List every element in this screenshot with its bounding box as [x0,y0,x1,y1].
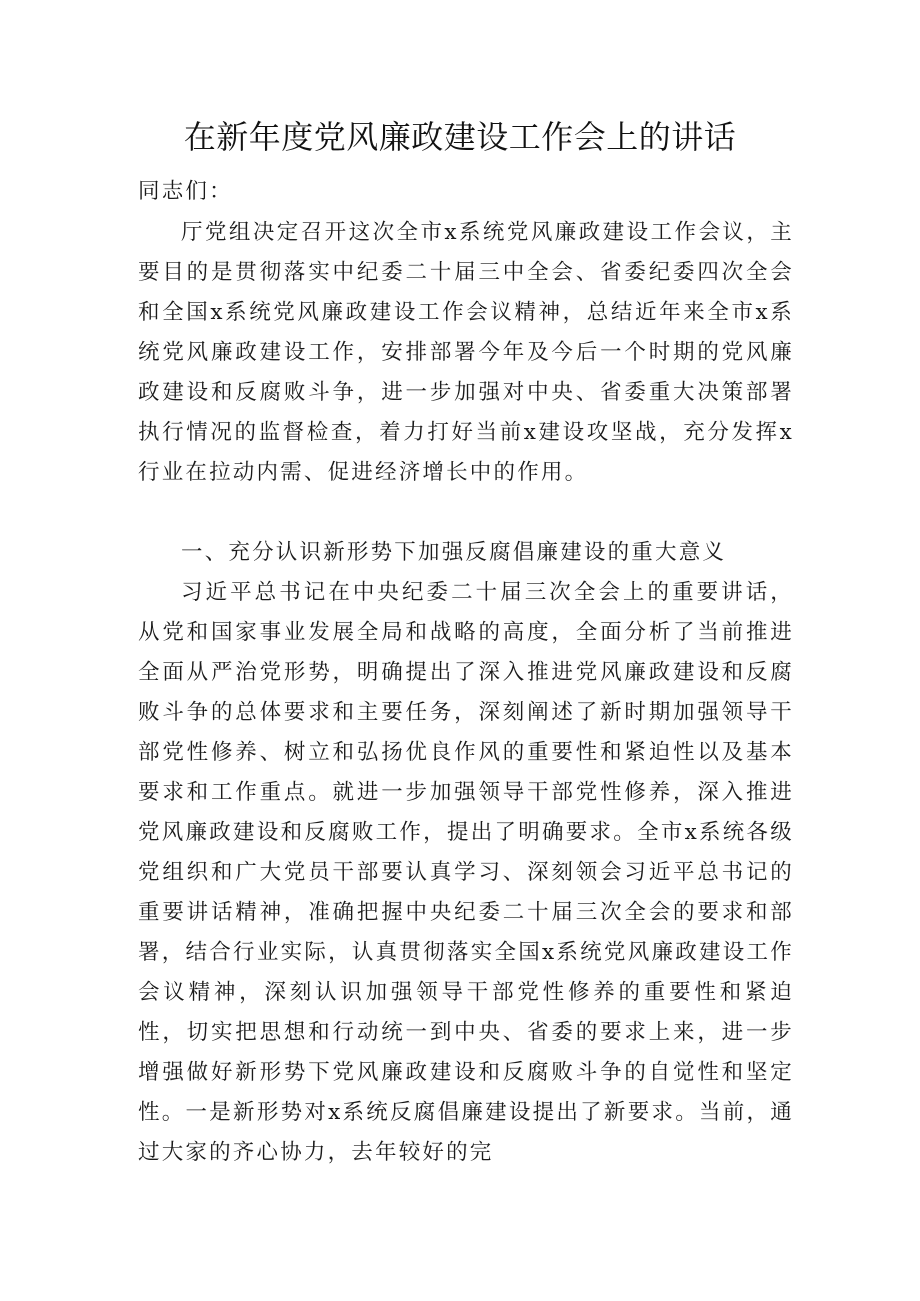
document-title: 在新年度党风廉政建设工作会上的讲话 [183,118,737,156]
paragraph-intro: 厅党组决定召开这次全市x系统党风廉政建设工作会议，主要目的是贯彻落实中纪委二十届三中全会、省委纪委四次全会和全国x系统党风廉政建设工作会议精神，总结近年来全市x系统党风廉政建设工作，安排部署今年及今后一个时期的党风廉政建设和反腐败斗争，进一步加强对中央、省委重大决策部署执行情况的监督检查，着力打好当前x建设攻坚战，充分发挥x行业在拉动内需、促进经济增长中的作用。 [138,220,794,485]
section-heading-1: 一、充分认识新形势下加强反腐倡廉建设的重大意义 [181,540,727,565]
paragraph-section-1: 习近平总书记在中央纪委二十届三次全会上的重要讲话，从党和国家事业发展全局和战略的高度，全面分析了当前推进全面从严治党形势，明确提出了深入推进党风廉政建设和反腐败斗争的总体要求和主要任务，深刻阐述了新时期加强领导干部党性修养、树立和弘扬优良作风的重要性和紧迫性以及基本要求和工作重点。就进一步加强领导干部党性修养，深入推进党风廉政建设和反腐败工作，提出了明确要求。全市x系统各级党组织和广大党员干部要认真学习、深刻领会习近平总书记的重要讲话精神，准确把握中央纪委二十届三次全会的要求和部署，结合行业实际，认真贯彻落实全国x系统党风廉政建设工作会议精神，深刻认识加强领导干部党性修养的重要性和紧迫性，切实把思想和行动统一到中央、省委的要求上来，进一步增强做好新形势下党风廉政建设和反腐败斗争的自觉性和坚定性。一是新形势对x系统反腐倡廉建设提出了新要求。当前，通过大家的齐心协力，去年较好的完 [138,580,794,1165]
salutation: 同志们： [138,179,233,204]
